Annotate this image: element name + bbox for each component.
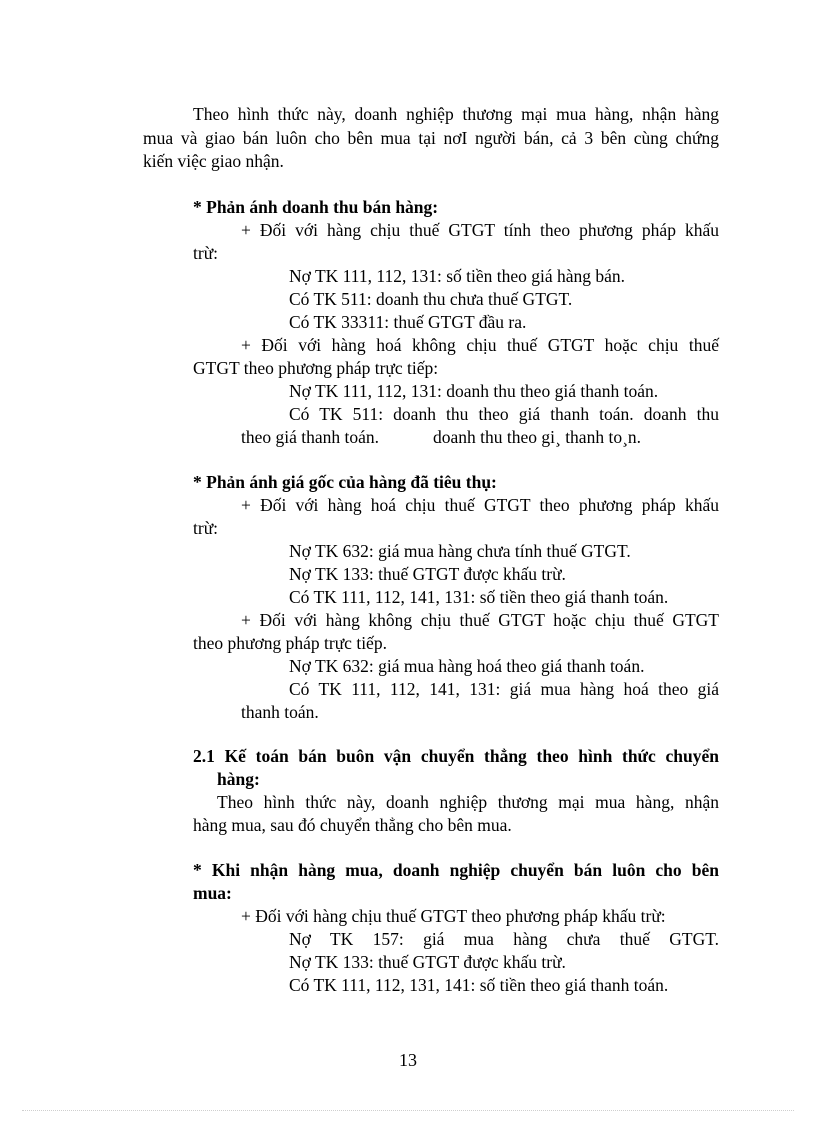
intro-line-1: Theo hình thức này, doanh nghiệp thương mại mua hàng, nhận hàng (193, 104, 719, 124)
section1-entry-4: Nợ TK 111, 112, 131: doanh thu theo giá thanh toán. (289, 381, 659, 401)
section1-entry-2: Có TK 511: doanh thu chưa thuế GTGT. (289, 289, 573, 309)
section1-line-7: GTGT theo phương pháp trực tiếp: (193, 358, 439, 378)
section3-heading-line-2: hàng: (217, 769, 260, 789)
section1-line-1: + Đối với hàng chịu thuế GTGT tính theo phương pháp khấu (241, 220, 719, 240)
section3-heading-line-1: 2.1 Kế toán bán buôn vận chuyển thẳng theo hình thức chuyển (193, 746, 719, 766)
section4-heading-line-2: mua: (193, 883, 232, 903)
section2-entry-5: Có TK 111, 112, 141, 131: giá mua hàng hoá theo giá (289, 679, 719, 699)
section2-line-2: trừ: (193, 518, 219, 538)
section2-entry-3: Có TK 111, 112, 141, 131: số tiền theo giá thanh toán. (289, 587, 669, 607)
section1-heading: * Phản ánh doanh thu bán hàng: (193, 197, 439, 217)
section3-line-2: hàng mua, sau đó chuyển thẳng cho bên mua. (193, 815, 512, 835)
page-number: 13 (399, 1050, 417, 1070)
section4-entry-2: Nợ TK 133: thuế GTGT được khấu trừ. (289, 952, 566, 972)
footer-divider (22, 1110, 794, 1111)
section2-line-10: thanh toán. (241, 702, 319, 722)
section4-line-1: + Đối với hàng chịu thuế GTGT theo phương pháp khấu trừ: (241, 906, 666, 926)
section2-entry-1: Nợ TK 632: giá mua hàng chưa tính thuế GTGT. (289, 541, 631, 561)
section4-entry-3: Có TK 111, 112, 131, 141: số tiền theo giá thanh toán. (289, 975, 669, 995)
section2-line-6: + Đối với hàng không chịu thuế GTGT hoặc chịu thuế GTGT (241, 610, 719, 630)
section1-line-10: theo giá thanh toán. (241, 427, 380, 447)
intro-line-3: kiến việc giao nhận. (143, 151, 284, 171)
section1-line-2: trừ: (193, 243, 219, 263)
intro-line-2: mua và giao bán luôn cho bên mua tại nơI người bán, cả 3 bên cùng chứng (143, 128, 719, 148)
section1-entry-1: Nợ TK 111, 112, 131: số tiền theo giá hàng bán. (289, 266, 626, 286)
section1-line-11: doanh thu theo gi¸ thanh to¸n. (433, 427, 642, 447)
section2-entry-2: Nợ TK 133: thuế GTGT được khấu trừ. (289, 564, 566, 584)
section2-line-7: theo phương pháp trực tiếp. (193, 633, 387, 653)
section2-heading: * Phản ánh giá gốc của hàng đã tiêu thụ: (193, 472, 497, 492)
section1-entry-3: Có TK 33311: thuế GTGT đầu ra. (289, 312, 527, 332)
section2-line-1: + Đối với hàng hoá chịu thuế GTGT theo phương pháp khấu (241, 495, 719, 515)
section1-entry-5: Có TK 511: doanh thu theo giá thanh toán. doanh thu (289, 404, 719, 424)
section4-entry-1: Nợ TK 157: giá mua hàng chưa thuế GTGT. (289, 929, 719, 949)
section4-heading-line-1: * Khi nhận hàng mua, doanh nghiệp chuyển bán luôn cho bên (193, 860, 719, 880)
section2-entry-4: Nợ TK 632: giá mua hàng hoá theo giá thanh toán. (289, 656, 645, 676)
section1-line-6: + Đối với hàng hoá không chịu thuế GTGT hoặc chịu thuế (241, 335, 719, 355)
section3-line-1: Theo hình thức này, doanh nghiệp thương mại mua hàng, nhận (217, 792, 719, 812)
